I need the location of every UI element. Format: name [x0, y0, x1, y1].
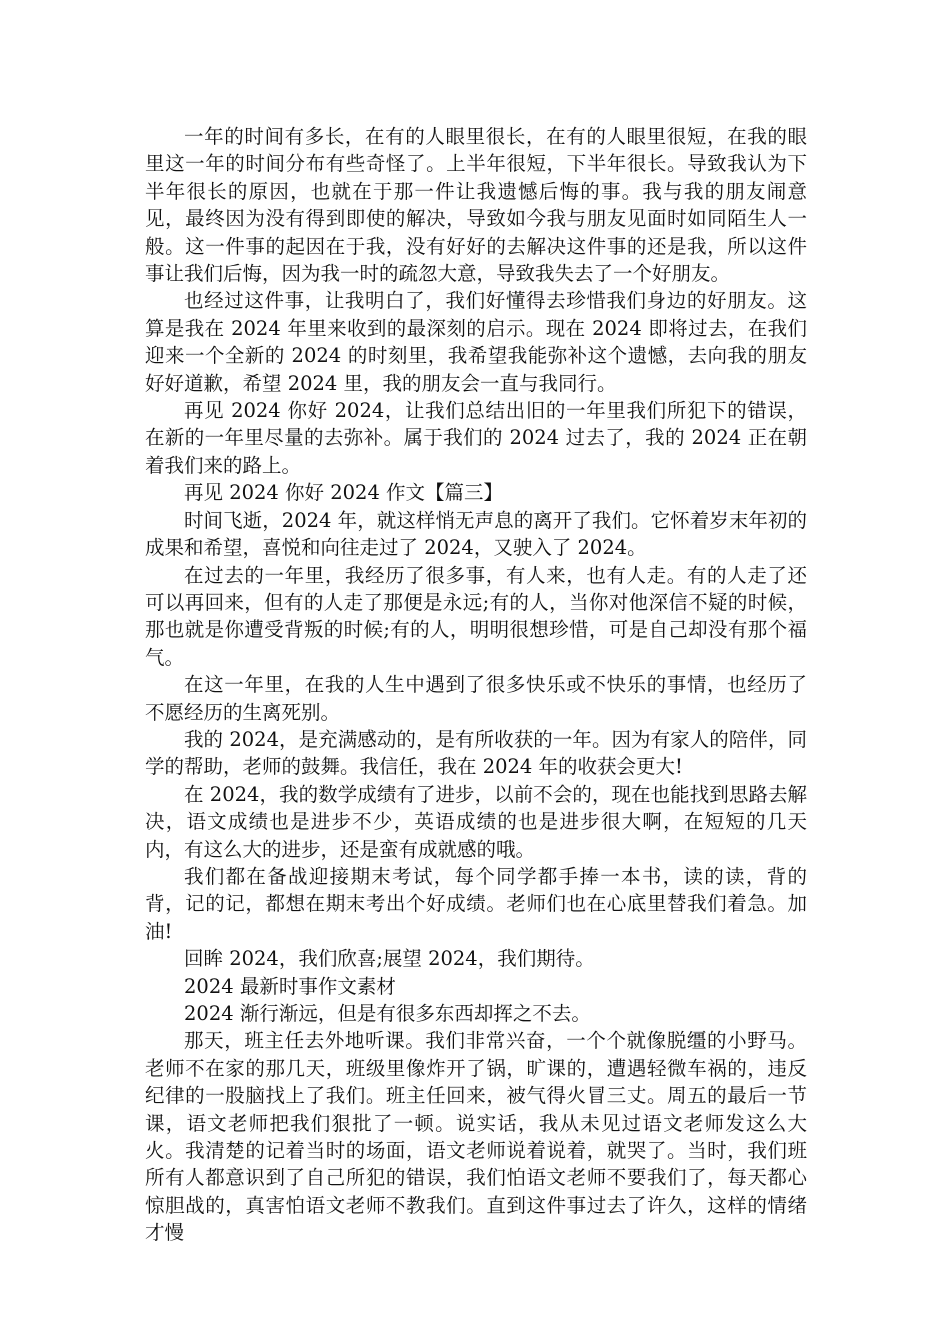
paragraph: 一年的时间有多长，在有的人眼里很长，在有的人眼里很短，在我的眼里这一年的时间分布有些奇怪了。上半年很短，下半年很长。导致我认为下半年很长的原因，也就在于那一件让我遗憾后悔的事。我与我的朋友闹意见，最终因为没有得到即使的解决，导致如今我与朋友见面时如同陌生人一般。这一件事的起因在于我，没有好好的去解决这件事的还是我，所以这件事让我们后悔，因为我一时的疏忽大意，导致我失去了一个好朋友。 — [145, 125, 807, 286]
paragraph: 在 2024，我的数学成绩有了进步，以前不会的，现在也能找到思路去解决，语文成绩也是进步不少，英语成绩的也是进步很大啊，在短短的几天内，有这么大的进步，还是蛮有成就感的哦。 — [145, 782, 807, 861]
paragraph: 在这一年里，在我的人生中遇到了很多快乐或不快乐的事情，也经历了不愿经历的生离死别。 — [145, 673, 807, 724]
paragraph: 我的 2024，是充满感动的，是有所收获的一年。因为有家人的陪伴，同学的帮助，老师的鼓舞。我信任，我在 2024 年的收获会更大! — [145, 727, 807, 779]
paragraph: 时间飞逝，2024 年，就这样悄无声息的离开了我们。它怀着岁末年初的成果和希望，喜悦和向往走过了 2024，又驶入了 2024。 — [145, 508, 807, 560]
section-heading: 再见 2024 你好 2024 作文【篇三】 — [184, 481, 504, 505]
paragraph: 那天，班主任去外地听课。我们非常兴奋，一个个就像脱缰的小野马。老师不在家的那几天，班级里像炸开了锅，旷课的，遭遇轻微车祸的，违反纪律的一股脑找上了我们。班主任回来，被气得火冒三丈。周五的最后一节课，语文老师把我们狠批了一顿。说实话，我从未见过语文老师发这么大火。我清楚的记着当时的场面，语文老师说着说着，就哭了。当时，我们班所有人都意识到了自己所犯的错误，我们怕语文老师不要我们了，每天都心惊胆战的，真害怕语文老师不教我们。直到这件事过去了许久，这样的情绪才慢 — [145, 1029, 807, 1245]
paragraph: 我们都在备战迎接期末考试，每个同学都手捧一本书，读的读，背的背，记的记，都想在期末考出个好成绩。老师们也在心底里替我们着急。加油! — [145, 864, 807, 943]
document-page — [145, 123, 807, 1247]
paragraph: 在过去的一年里，我经历了很多事，有人来，也有人走。有的人走了还可以再回来，但有的人走了那便是永远;有的人，当你对他深信不疑的时候，那也就是你遭受背叛的时候;有的人，明明很想珍惜，可是自己却没有那个福气。 — [145, 563, 807, 669]
paragraph: 2024 渐行渐远，但是有很多东西却挥之不去。 — [184, 1002, 591, 1025]
paragraph: 也经过这件事，让我明白了，我们好懂得去珍惜我们身边的好朋友。这算是我在 2024 年里来收到的最深刻的启示。现在 2024 即将过去，在我们迎来一个全新的 2024 的时刻里，我希望我能弥补这个遗憾，去向我的朋友好好道歉，希望 2024 里，我的朋友会一直与我同行。 — [145, 289, 807, 395]
paragraph: 回眸 2024，我们欣喜;展望 2024，我们期待。 — [184, 947, 595, 971]
paragraph: 再见 2024 你好 2024，让我们总结出旧的一年里我们所犯下的错误，在新的一年里尽量的去弥补。属于我们的 2024 过去了，我的 2024 正在朝着我们来的路上。 — [145, 399, 807, 477]
section-heading: 2024 最新时事作文素材 — [184, 974, 396, 998]
